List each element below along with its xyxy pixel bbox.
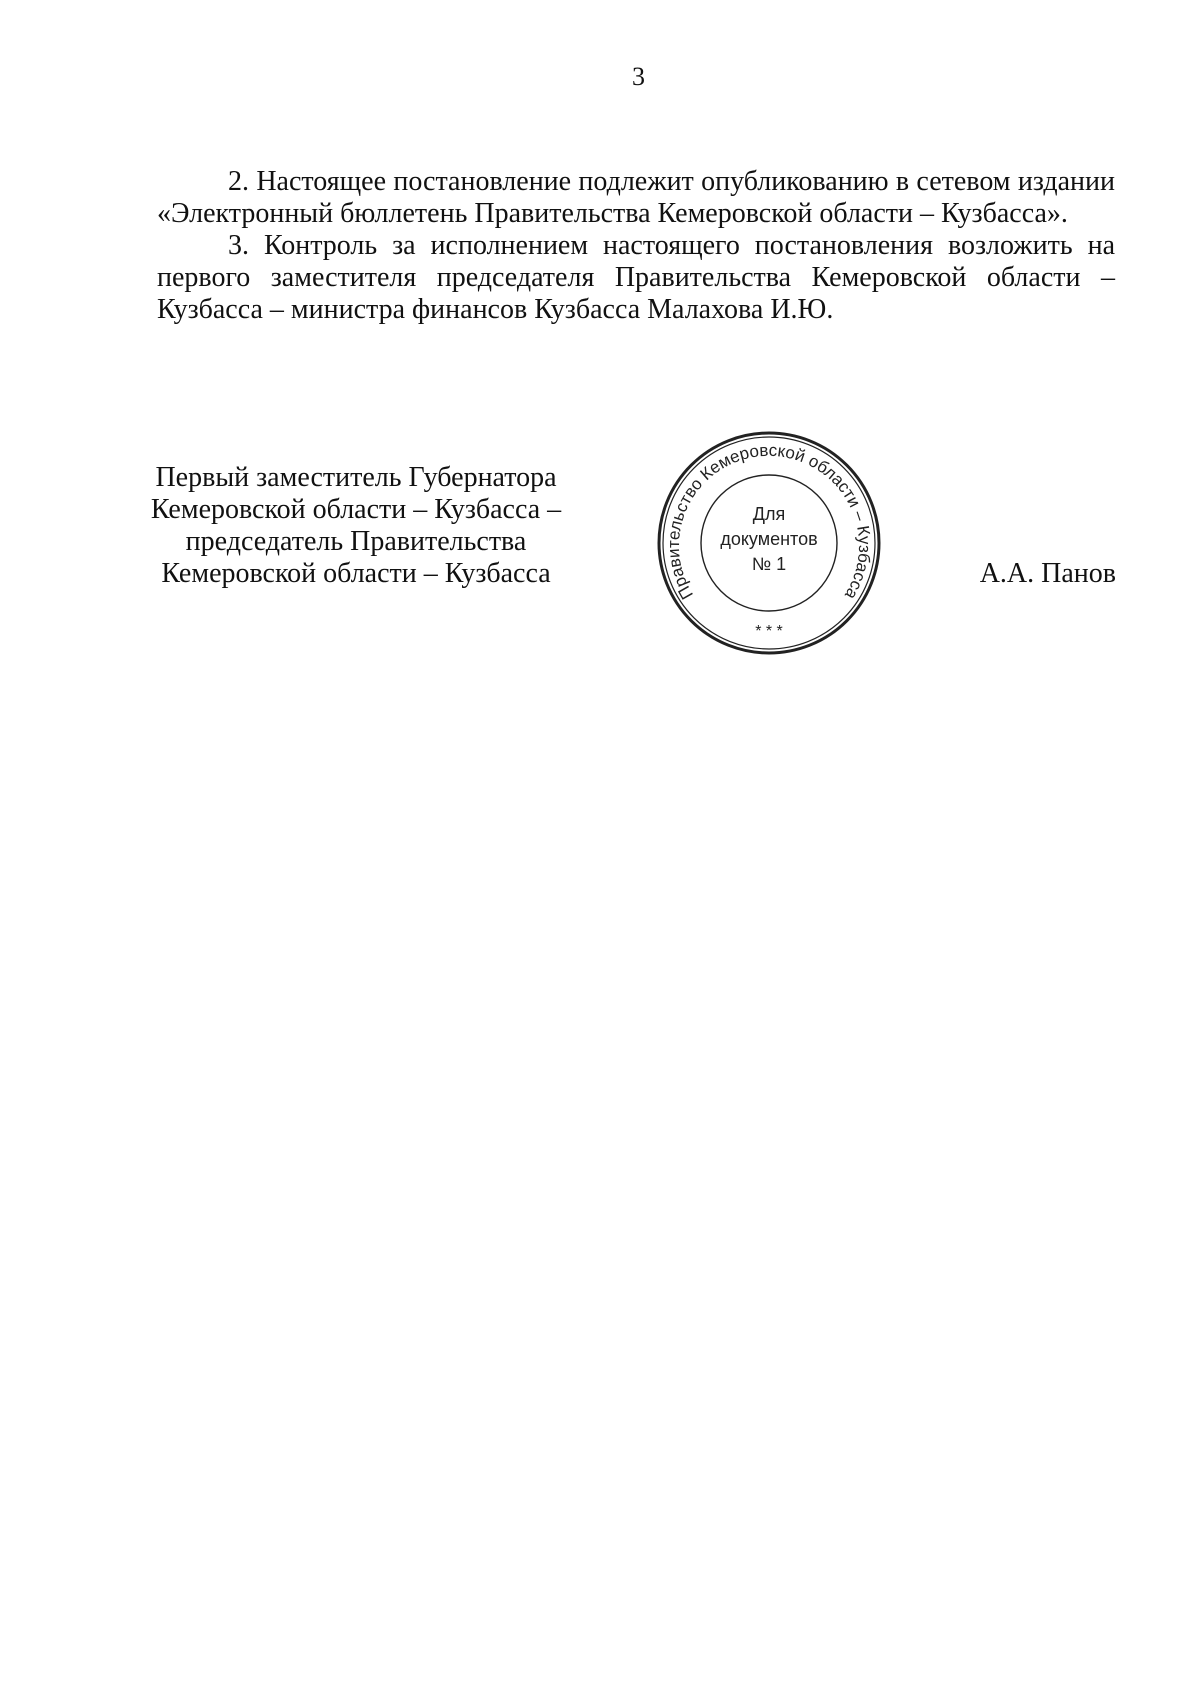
page-number: 3: [632, 62, 645, 91]
stamp-center-line: Для: [752, 504, 786, 524]
stamp-center-line: № 1: [751, 554, 787, 574]
signer-position-line: председатель Правительства: [185, 526, 527, 557]
paragraph-publication: 2. Настоящее постановление подлежит опубликованию в сетевом издании «Электронный бюллетень Правительства Кемеровской области – Кузбасса».: [157, 166, 1115, 229]
signer-name: А.А. Панов: [979, 558, 1116, 589]
paragraph-control: 3. Контроль за исполнением настоящего постановления возложить на первого заместителя председателя Правительства Кемеровской области – Кузбасса – министра финансов Кузбасса Малахова И.Ю.: [157, 230, 1115, 325]
signer-position: [136, 462, 576, 590]
official-stamp: [656, 430, 882, 656]
stamp-stars: * * *: [755, 623, 783, 640]
signer-position-line: Первый заместитель Губернатора: [155, 462, 557, 493]
stamp-center-line: документов: [720, 529, 818, 549]
stamp-ring-text: Правительство Кемеровской области – Кузбасса: [663, 440, 875, 603]
document-body: [157, 166, 1115, 326]
signer-position-line: Кемеровской области – Кузбасса –: [150, 494, 562, 525]
signer-position-line: Кемеровской области – Кузбасса: [161, 558, 551, 589]
